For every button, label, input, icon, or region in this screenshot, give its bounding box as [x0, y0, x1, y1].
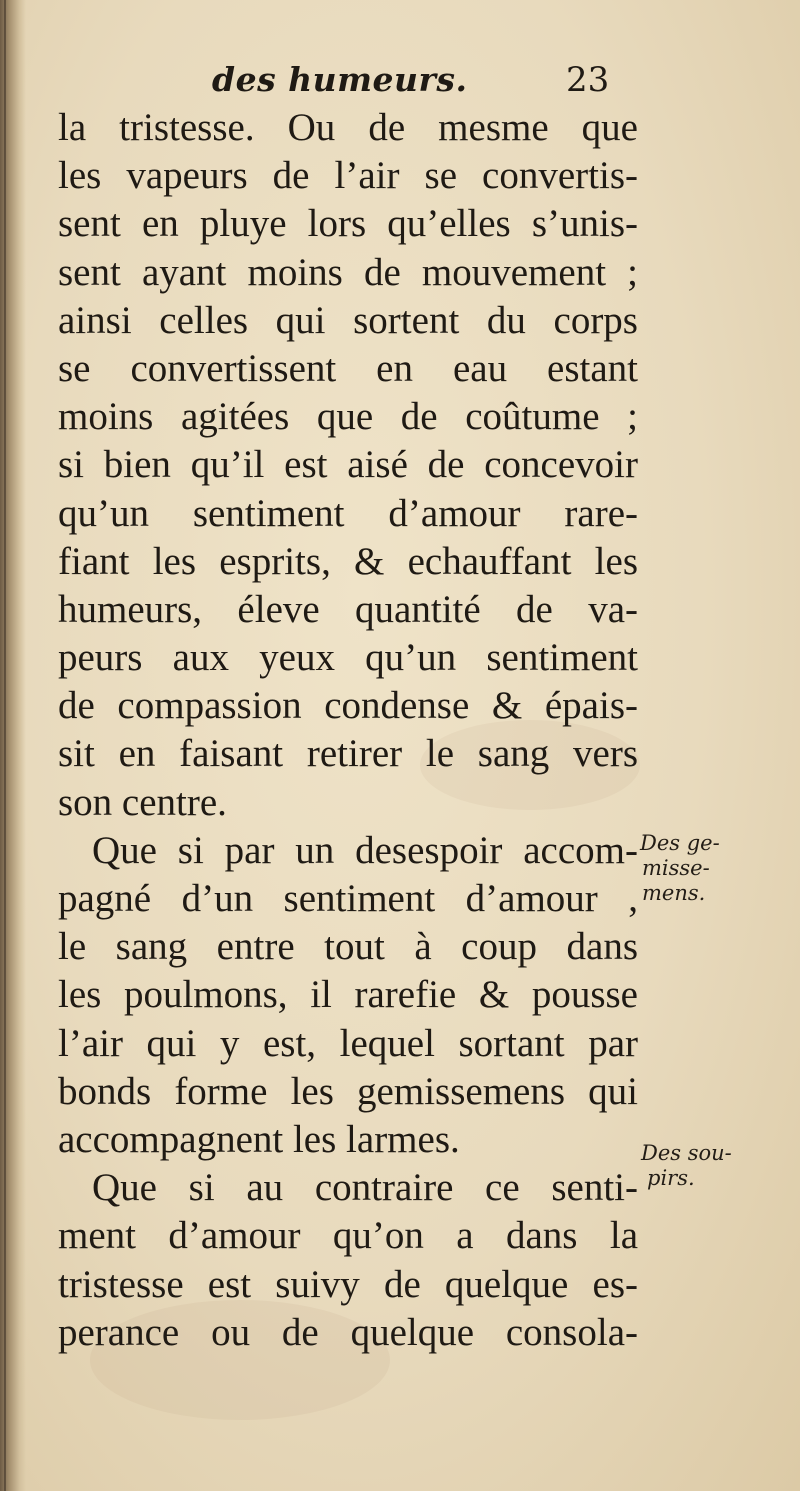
body-text: [58, 104, 638, 1357]
page-number: 23: [566, 60, 610, 100]
text-line: bonds forme les gemissemens qui: [58, 1069, 638, 1113]
text-line: les vapeurs de l’air se convertis-: [58, 154, 638, 198]
text-line: Que si au contraire ce senti-: [92, 1166, 638, 1210]
text-line: la tristesse. Ou de mesme que: [58, 106, 638, 149]
running-head: [0, 60, 800, 110]
text-line: accompagnent les larmes.: [58, 1117, 460, 1161]
running-head-title: des humeurs.: [212, 60, 468, 99]
text-line: les poulmons, il rarefie & pousse: [58, 973, 638, 1017]
margin-note-soupirs: [641, 1141, 732, 1191]
margin-note-line: Des ge-: [640, 831, 720, 855]
text-line: se convertissent en eau estant: [58, 346, 638, 390]
margin-note-line: Des sou-: [641, 1141, 732, 1165]
text-line: qu’un sentiment d’amour rare-: [58, 491, 638, 535]
text-line: l’air qui y est, lequel sortant par: [58, 1021, 638, 1065]
text-line: tristesse est suivy de quelque es-: [58, 1262, 638, 1306]
text-line: sit en faisant retirer le sang vers: [58, 732, 638, 776]
text-line: Que si par un desespoir accom-: [92, 828, 638, 872]
text-line: ainsi celles qui sortent du corps: [58, 298, 638, 342]
text-line: pagné d’un sentiment d’amour ,: [58, 877, 638, 920]
text-line: son centre.: [58, 780, 227, 824]
text-line: peurs aux yeux qu’un sentiment: [58, 636, 638, 680]
text-line: le sang entre tout à coup dans: [58, 925, 638, 969]
binding-edge: [4, 0, 6, 1491]
margin-note-gemissemens: [640, 831, 720, 906]
text-line: humeurs, éleve quantité de va-: [58, 587, 638, 631]
text-line: fiant les esprits, & echauffant les: [58, 539, 638, 583]
text-line: sent en pluye lors qu’elles s’unis-: [58, 202, 638, 246]
text-line: ment d’amour qu’on a dans la: [58, 1214, 638, 1258]
margin-note-line: pirs.: [647, 1166, 695, 1190]
margin-note-line: mens.: [642, 881, 706, 905]
text-line: si bien qu’il est aisé de concevoir: [58, 443, 638, 487]
text-line: moins agitées que de coûtume ;: [58, 395, 638, 439]
text-line: sent ayant moins de mouvement ;: [58, 250, 638, 294]
text-line: de compassion condense & épais-: [58, 684, 638, 728]
margin-note-line: misse-: [642, 856, 710, 880]
text-line: perance ou de quelque consola-: [58, 1310, 638, 1354]
